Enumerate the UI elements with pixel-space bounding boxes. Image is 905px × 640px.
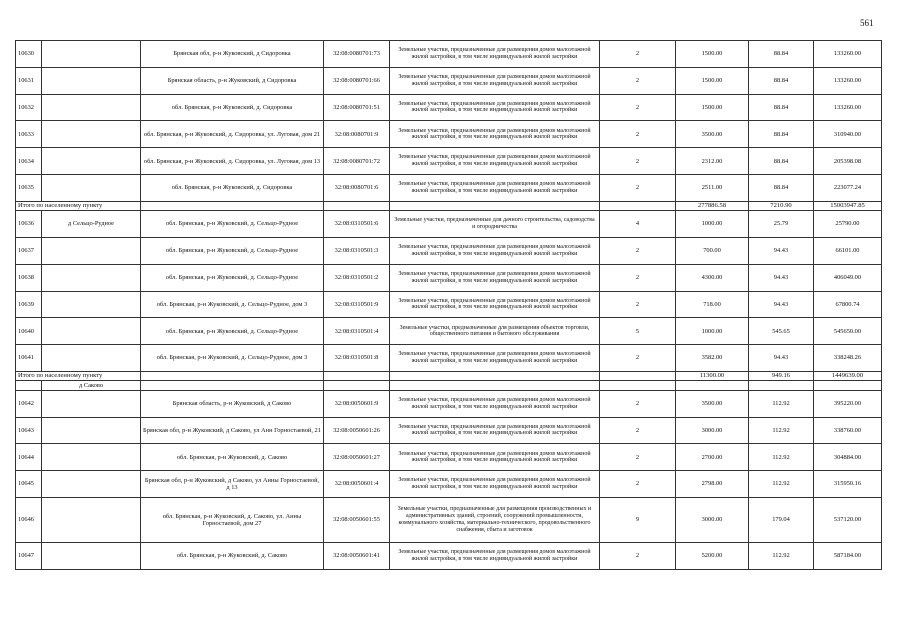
price-cell: 88.84 [749,41,814,68]
category-cell: 4 [600,211,676,238]
land-use-cell: Земельные участки, предназначенные для размещения домов малоэтажной жилой застройки, в том числе индивидуальной жилой застройки [390,94,600,121]
page-number: 561 [860,18,874,28]
cadastral-number-cell: 32:08:0050601:41 [324,542,390,569]
area-cell: 1500.00 [676,67,749,94]
total-label-cell: Итого по населенному пункту [16,201,141,210]
row-number-cell: 10635 [16,174,42,201]
settlement-cell [42,542,141,569]
category-cell: 9 [600,497,676,542]
cadastral-value-cell: 66101.00 [814,237,882,264]
address-cell: Брянская область, р-н Жуковский, д Саково [141,390,324,417]
price-cell: 94.43 [749,291,814,318]
row-number-cell: 10638 [16,264,42,291]
table-row [16,211,882,238]
category-cell: 2 [600,41,676,68]
row-number-cell: 10647 [16,542,42,569]
empty-cell [814,381,882,390]
total-price-cell: 7210.90 [749,201,814,210]
row-number-cell: 10644 [16,444,42,471]
price-cell: 88.84 [749,94,814,121]
address-cell: обл. Брянская, р-н Жуковский, д. Сельцо-Рудное [141,318,324,345]
land-use-cell: Земельные участки, предназначенные для размещения домов малоэтажной жилой застройки, в том числе индивидуальной жилой застройки [390,471,600,498]
price-cell: 545.65 [749,318,814,345]
table-row [16,444,882,471]
land-use-cell: Земельные участки, предназначенные для размещения домов малоэтажной жилой застройки, в том числе индивидуальной жилой застройки [390,345,600,372]
address-cell: обл. Брянская, р-н Жуковский, д. Сельцо-Рудное, дом 3 [141,345,324,372]
area-cell: 3000.00 [676,497,749,542]
settlement-cell [42,237,141,264]
settlement-cell [42,121,141,148]
category-cell: 2 [600,471,676,498]
address-cell: обл. Брянская, р-н Жуковский, д. Сидоровка [141,94,324,121]
row-number-cell: 10634 [16,148,42,175]
total-price-cell: 949.16 [749,371,814,380]
row-number-cell: 10641 [16,345,42,372]
settlement-cell [42,41,141,68]
area-cell: 1000.00 [676,211,749,238]
settlement-cell [42,471,141,498]
table-row [16,237,882,264]
cadastral-value-cell: 133260.00 [814,67,882,94]
cadastral-number-cell: 32:08:0310501:4 [324,318,390,345]
table-row [16,291,882,318]
address-cell: обл. Брянская, р-н Жуковский, д. Сидоровка, ул. Луговая, дом 21 [141,121,324,148]
area-cell: 2312.00 [676,148,749,175]
land-use-cell: Земельные участки, предназначенные для размещения объектов торговли, общественного питания и бытового обслуживания [390,318,600,345]
land-use-cell: Земельные участки, предназначенные для размещения домов малоэтажной жилой застройки, в том числе индивидуальной жилой застройки [390,264,600,291]
cadastral-number-cell: 32:08:0050601:4 [324,471,390,498]
land-use-cell: Земельные участки, предназначенные для размещения домов малоэтажной жилой застройки, в том числе индивидуальной жилой застройки [390,174,600,201]
cadastral-value-cell: 338760.00 [814,417,882,444]
table-row [16,318,882,345]
empty-cell [600,371,676,380]
category-cell: 2 [600,237,676,264]
row-number-cell: 10642 [16,390,42,417]
empty-cell [324,381,390,390]
empty-cell [141,381,324,390]
empty-cell [600,381,676,390]
empty-cell [324,201,390,210]
table-row [16,390,882,417]
cadastral-value-cell: 406049.00 [814,264,882,291]
settlement-name-cell: д Саково [42,381,141,390]
area-cell: 5200.00 [676,542,749,569]
settlement-total-row [16,201,882,210]
land-use-cell: Земельные участки, предназначенные для размещения домов малоэтажной жилой застройки, в том числе индивидуальной жилой застройки [390,542,600,569]
cadastral-number-cell: 32:08:0080701:72 [324,148,390,175]
table-row [16,497,882,542]
land-use-cell: Земельные участки, предназначенные для размещения домов малоэтажной жилой застройки, в том числе индивидуальной жилой застройки [390,390,600,417]
settlement-cell [42,417,141,444]
table-row [16,417,882,444]
land-use-cell: Земельные участки, предназначенные для размещения домов малоэтажной жилой застройки, в том числе индивидуальной жилой застройки [390,121,600,148]
cadastral-number-cell: 32:08:0310501:2 [324,264,390,291]
category-cell: 2 [600,291,676,318]
total-label-cell: Итого по населенному пункту [16,371,141,380]
settlement-cell [42,497,141,542]
cadastral-value-cell: 545650.00 [814,318,882,345]
price-cell: 94.43 [749,264,814,291]
cadastral-number-cell: 32:08:0080701:51 [324,94,390,121]
price-cell: 25.79 [749,211,814,238]
cadastral-value-cell: 25790.00 [814,211,882,238]
land-use-cell: Земельные участки, предназначенные для размещения домов малоэтажной жилой застройки, в том числе индивидуальной жилой застройки [390,41,600,68]
price-cell: 88.84 [749,174,814,201]
settlement-cell [42,94,141,121]
address-cell: Брянская обл, р-н Жуковский, д Сидоровка [141,41,324,68]
address-cell: обл. Брянская, р-н Жуковский, д. Сельцо-Рудное [141,237,324,264]
category-cell: 2 [600,174,676,201]
area-cell: 2700.00 [676,444,749,471]
table-row [16,264,882,291]
cadastral-number-cell: 32:08:0050601:55 [324,497,390,542]
price-cell: 179.04 [749,497,814,542]
table-row [16,148,882,175]
cadastral-value-cell: 338248.26 [814,345,882,372]
category-cell: 2 [600,390,676,417]
price-cell: 112.92 [749,444,814,471]
total-area-cell: 11300.00 [676,371,749,380]
area-cell: 1000.00 [676,318,749,345]
area-cell: 4300.00 [676,264,749,291]
land-use-cell: Земельные участки, предназначенные для размещения производственных и административных зданий, строений, сооружений промышленности, коммунального хозяйства, материально-технического, продовольственного снабжения, сбыта и заготовок [390,497,600,542]
cadastral-value-cell: 587184.00 [814,542,882,569]
empty-cell [390,371,600,380]
category-cell: 2 [600,345,676,372]
land-use-cell: Земельные участки, предназначенные для размещения домов малоэтажной жилой застройки, в том числе индивидуальной жилой застройки [390,291,600,318]
price-cell: 88.84 [749,67,814,94]
row-number-cell: 10631 [16,67,42,94]
area-cell: 3000.00 [676,417,749,444]
area-cell: 1500.00 [676,94,749,121]
land-use-cell: Земельные участки, предназначенные для размещения домов малоэтажной жилой застройки, в том числе индивидуальной жилой застройки [390,444,600,471]
total-cost-cell: 1449639.00 [814,371,882,380]
land-plots-table [15,40,882,570]
price-cell: 88.84 [749,148,814,175]
row-number-cell: 10645 [16,471,42,498]
settlement-total-row [16,371,882,380]
row-number-cell: 10640 [16,318,42,345]
category-cell: 2 [600,94,676,121]
table-row [16,542,882,569]
address-cell: обл. Брянская, р-н Жуковский, д. Сидоровка, ул. Луговая, дом 13 [141,148,324,175]
cadastral-value-cell: 133260.00 [814,94,882,121]
cadastral-number-cell: 32:08:0310501:6 [324,211,390,238]
row-number-cell: 10637 [16,237,42,264]
category-cell: 2 [600,444,676,471]
cadastral-value-cell: 537120.00 [814,497,882,542]
area-cell: 718.00 [676,291,749,318]
table-row [16,94,882,121]
row-number-cell: 10633 [16,121,42,148]
cadastral-value-cell: 133260.00 [814,41,882,68]
price-cell: 94.43 [749,237,814,264]
row-number-cell: 10643 [16,417,42,444]
category-cell: 2 [600,542,676,569]
table-row [16,471,882,498]
empty-cell [16,381,42,390]
row-number-cell: 10632 [16,94,42,121]
settlement-cell [42,291,141,318]
address-cell: обл. Брянская, р-н Жуковский, д. Сельцо-Рудное, дом 3 [141,291,324,318]
category-cell: 2 [600,417,676,444]
category-cell: 5 [600,318,676,345]
settlement-cell [42,264,141,291]
empty-cell [749,381,814,390]
land-use-cell: Земельные участки, предназначенные для размещения домов малоэтажной жилой застройки, в том числе индивидуальной жилой застройки [390,148,600,175]
address-cell: Брянская область, р-н Жуковский, д Сидоровка [141,67,324,94]
area-cell: 1500.00 [676,41,749,68]
price-cell: 112.92 [749,542,814,569]
address-cell: Брянская обл, р-н Жуковский, д Саково, ул Анны Горностаевой, д 13 [141,471,324,498]
empty-cell [141,371,324,380]
table-row [16,174,882,201]
cadastral-value-cell: 304884.00 [814,444,882,471]
area-cell: 2798.00 [676,471,749,498]
area-cell: 3500.00 [676,121,749,148]
empty-cell [676,381,749,390]
settlement-cell [42,345,141,372]
settlement-cell [42,67,141,94]
category-cell: 2 [600,264,676,291]
address-cell: обл. Брянская, р-н Жуковский, д. Сельцо-Рудное [141,211,324,238]
address-cell: обл. Брянская, р-н Жуковский, д. Саково [141,542,324,569]
settlement-cell [42,444,141,471]
settlement-cell [42,318,141,345]
address-cell: обл. Брянская, р-н Жуковский, д. Саково [141,444,324,471]
address-cell: обл. Брянская, р-н Жуковский, д. Сельцо-Рудное [141,264,324,291]
cadastral-number-cell: 32:08:0050601:26 [324,417,390,444]
price-cell: 88.84 [749,121,814,148]
cadastral-value-cell: 395220.00 [814,390,882,417]
row-number-cell: 10639 [16,291,42,318]
empty-cell [324,371,390,380]
settlement-cell [42,174,141,201]
price-cell: 112.92 [749,471,814,498]
address-cell: обл. Брянская, р-н Жуковский, д. Сидоровка [141,174,324,201]
row-number-cell: 10646 [16,497,42,542]
cadastral-number-cell: 32:08:0080701:73 [324,41,390,68]
cadastral-number-cell: 32:08:0080701:6 [324,174,390,201]
settlement-header-row [16,381,882,390]
total-cost-cell: 15003947.85 [814,201,882,210]
empty-cell [141,201,324,210]
cadastral-value-cell: 223077.24 [814,174,882,201]
settlement-cell: д Сельцо-Рудное [42,211,141,238]
settlement-cell [42,148,141,175]
table-row [16,121,882,148]
row-number-cell: 10630 [16,41,42,68]
area-cell: 2511.00 [676,174,749,201]
area-cell: 3500.00 [676,390,749,417]
cadastral-number-cell: 32:08:0080701:66 [324,67,390,94]
land-use-cell: Земельные участки, предназначенные для размещения домов малоэтажной жилой застройки, в том числе индивидуальной жилой застройки [390,237,600,264]
table-body [16,41,882,570]
price-cell: 112.92 [749,417,814,444]
category-cell: 2 [600,148,676,175]
category-cell: 2 [600,67,676,94]
area-cell: 3582.00 [676,345,749,372]
area-cell: 700.00 [676,237,749,264]
price-cell: 112.92 [749,390,814,417]
cadastral-number-cell: 32:08:0080701:9 [324,121,390,148]
empty-cell [390,201,600,210]
empty-cell [390,381,600,390]
row-number-cell: 10636 [16,211,42,238]
address-cell: Брянская обл, р-н Жуковский, д Саково, ул Анн Горностаевой, 21 [141,417,324,444]
cadastral-value-cell: 310940.00 [814,121,882,148]
category-cell: 2 [600,121,676,148]
table-row [16,67,882,94]
settlement-cell [42,390,141,417]
cadastral-value-cell: 315950.16 [814,471,882,498]
land-use-cell: Земельные участки, предназначенные для дачного строительства, садоводства и огородничества [390,211,600,238]
table-row [16,345,882,372]
cadastral-value-cell: 205398.08 [814,148,882,175]
cadastral-number-cell: 32:08:0050601:9 [324,390,390,417]
cadastral-value-cell: 67800.74 [814,291,882,318]
empty-cell [600,201,676,210]
total-area-cell: 277886.58 [676,201,749,210]
land-use-cell: Земельные участки, предназначенные для размещения домов малоэтажной жилой застройки, в том числе индивидуальной жилой застройки [390,67,600,94]
land-use-cell: Земельные участки, предназначенные для размещения домов малоэтажной жилой застройки, в том числе индивидуальной жилой застройки [390,417,600,444]
cadastral-number-cell: 32:08:0310501:9 [324,291,390,318]
price-cell: 94.43 [749,345,814,372]
cadastral-number-cell: 32:08:0310501:8 [324,345,390,372]
cadastral-number-cell: 32:08:0050601:27 [324,444,390,471]
table-row [16,41,882,68]
address-cell: обл. Брянская, р-н Жуковский, д. Саково, ул. Анны Горностаевой, дом 27 [141,497,324,542]
cadastral-number-cell: 32:08:0310501:3 [324,237,390,264]
